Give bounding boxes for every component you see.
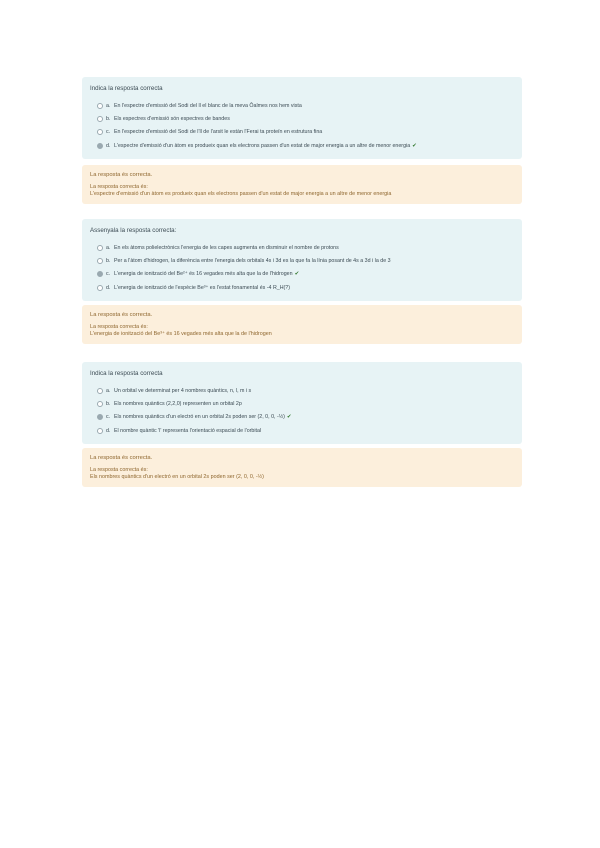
radio-button[interactable] (97, 258, 103, 264)
check-icon: ✔ (412, 142, 417, 149)
question-card-2 (82, 219, 522, 301)
radio-button[interactable] (97, 129, 103, 135)
option-letter: b. (106, 401, 111, 408)
feedback-line: La resposta correcta és: (90, 324, 148, 330)
answer-option-b[interactable] (90, 397, 514, 410)
radio-button-selected[interactable] (97, 143, 103, 149)
check-icon: ✔ (286, 414, 292, 421)
option-text: En l'espectre d'emissió del Sodi de l'll de l'arsit le estàn l'Ferai ta proteïn en estrutura fina (114, 129, 323, 136)
option-letter: c. (106, 271, 111, 278)
answer-option-c[interactable] (90, 411, 514, 424)
question-card-1 (82, 77, 522, 159)
option-letter: b. (106, 258, 111, 265)
option-text: L'energia de ionització del Be²⁺ és 16 vegades més alta que la de l'hidrogen (114, 271, 293, 278)
option-text: Els espectres d'emissió són espectres de bandes (114, 116, 230, 123)
option-text: En l'espectre d'emissió del Sodi del ll el blanc de la meva Ôalmes nos hem vista (114, 102, 302, 109)
option-letter: c. (106, 129, 111, 136)
feedback-line: L'energia de ionització del Be³⁺ és 16 vegades més alta que la de l'hidrogen (90, 331, 272, 338)
feedback-card-1 (82, 165, 522, 204)
option-letter: c. (106, 414, 111, 421)
answer-option-a[interactable] (90, 241, 514, 254)
radio-button[interactable] (97, 245, 103, 251)
answer-option-d[interactable] (90, 424, 514, 437)
feedback-line: La resposta correcta és: (90, 184, 148, 190)
radio-button[interactable] (97, 103, 103, 109)
question-prompt: Indica la resposta correcta (90, 370, 163, 377)
feedback-line: Els nombres quàntics d'un electró en un orbital 2s poden ser (2, 0, 0, -½) (90, 474, 264, 481)
option-letter: d. (106, 284, 111, 291)
option-letter: b. (106, 116, 111, 123)
feedback-card-3 (82, 448, 522, 487)
option-letter: a. (106, 102, 111, 109)
answer-option-c[interactable] (90, 126, 514, 139)
feedback-card-2 (82, 305, 522, 344)
option-text: El nombre quàntic 'l' representa l'orientació espacial de l'orbital (114, 427, 262, 434)
question-card-3 (82, 362, 522, 444)
radio-button[interactable] (97, 401, 103, 407)
option-text: L'espectre d'emissió d'un àtom es produeix quan els electrons passen d'un estat de major energia a un altre de menor energia (114, 142, 411, 149)
option-text: En els àtoms polielectrònics l'energia de les capes augmenta en disminuir el nombre de protons (114, 244, 339, 251)
feedback-title: La resposta és correcta. (90, 455, 153, 461)
option-text: Per a l'àtom d'hidrogen, la diferència entre l'energia dels orbitals 4s i 3d es la que fa la línia posant de 4s a 3d i la de 3 (114, 258, 391, 265)
radio-button[interactable] (97, 116, 103, 122)
radio-button-selected[interactable] (97, 414, 103, 420)
feedback-line: La resposta correcta és: (90, 467, 148, 473)
radio-button[interactable] (97, 285, 103, 291)
option-text: Els nombres quàntics (2,2,0) representen un orbital 2p (114, 401, 242, 408)
answer-option-b[interactable] (90, 112, 514, 125)
answer-option-d[interactable] (90, 139, 514, 152)
option-letter: d. (106, 142, 111, 149)
feedback-title: La resposta és correcta. (90, 172, 153, 178)
feedback-line: L'espectre d'emissió d'un àtom es produeix quan els electrons passen d'un estat de major energia a un altre de menor energia (90, 191, 392, 198)
answer-option-d[interactable] (90, 281, 514, 294)
radio-button[interactable] (97, 388, 103, 394)
answer-option-b[interactable] (90, 254, 514, 267)
question-prompt: Assenyala la resposta correcta: (90, 227, 177, 234)
option-text: Un orbital ve determinat per 4 nombres quàntics, n, l, m i s (114, 387, 252, 394)
answer-option-c[interactable] (90, 268, 514, 281)
option-letter: d. (106, 427, 111, 434)
question-prompt: Indica la resposta correcta (90, 85, 163, 92)
option-text: L'energia de ionització de l'espècie Be³⁺ es l'estat fonamental és -4 R_H(?) (114, 284, 291, 291)
option-text: Els nombres quàntics d'un electró en un orbital 2s poden ser (2, 0, 0, -½) (114, 414, 285, 421)
answer-option-a[interactable] (90, 99, 514, 112)
option-letter: a. (106, 244, 111, 251)
answer-option-a[interactable] (90, 384, 514, 397)
option-letter: a. (106, 387, 111, 394)
feedback-title: La resposta és correcta. (90, 312, 153, 318)
radio-button[interactable] (97, 428, 103, 434)
radio-button-selected[interactable] (97, 271, 103, 277)
check-icon: ✔ (294, 271, 300, 278)
